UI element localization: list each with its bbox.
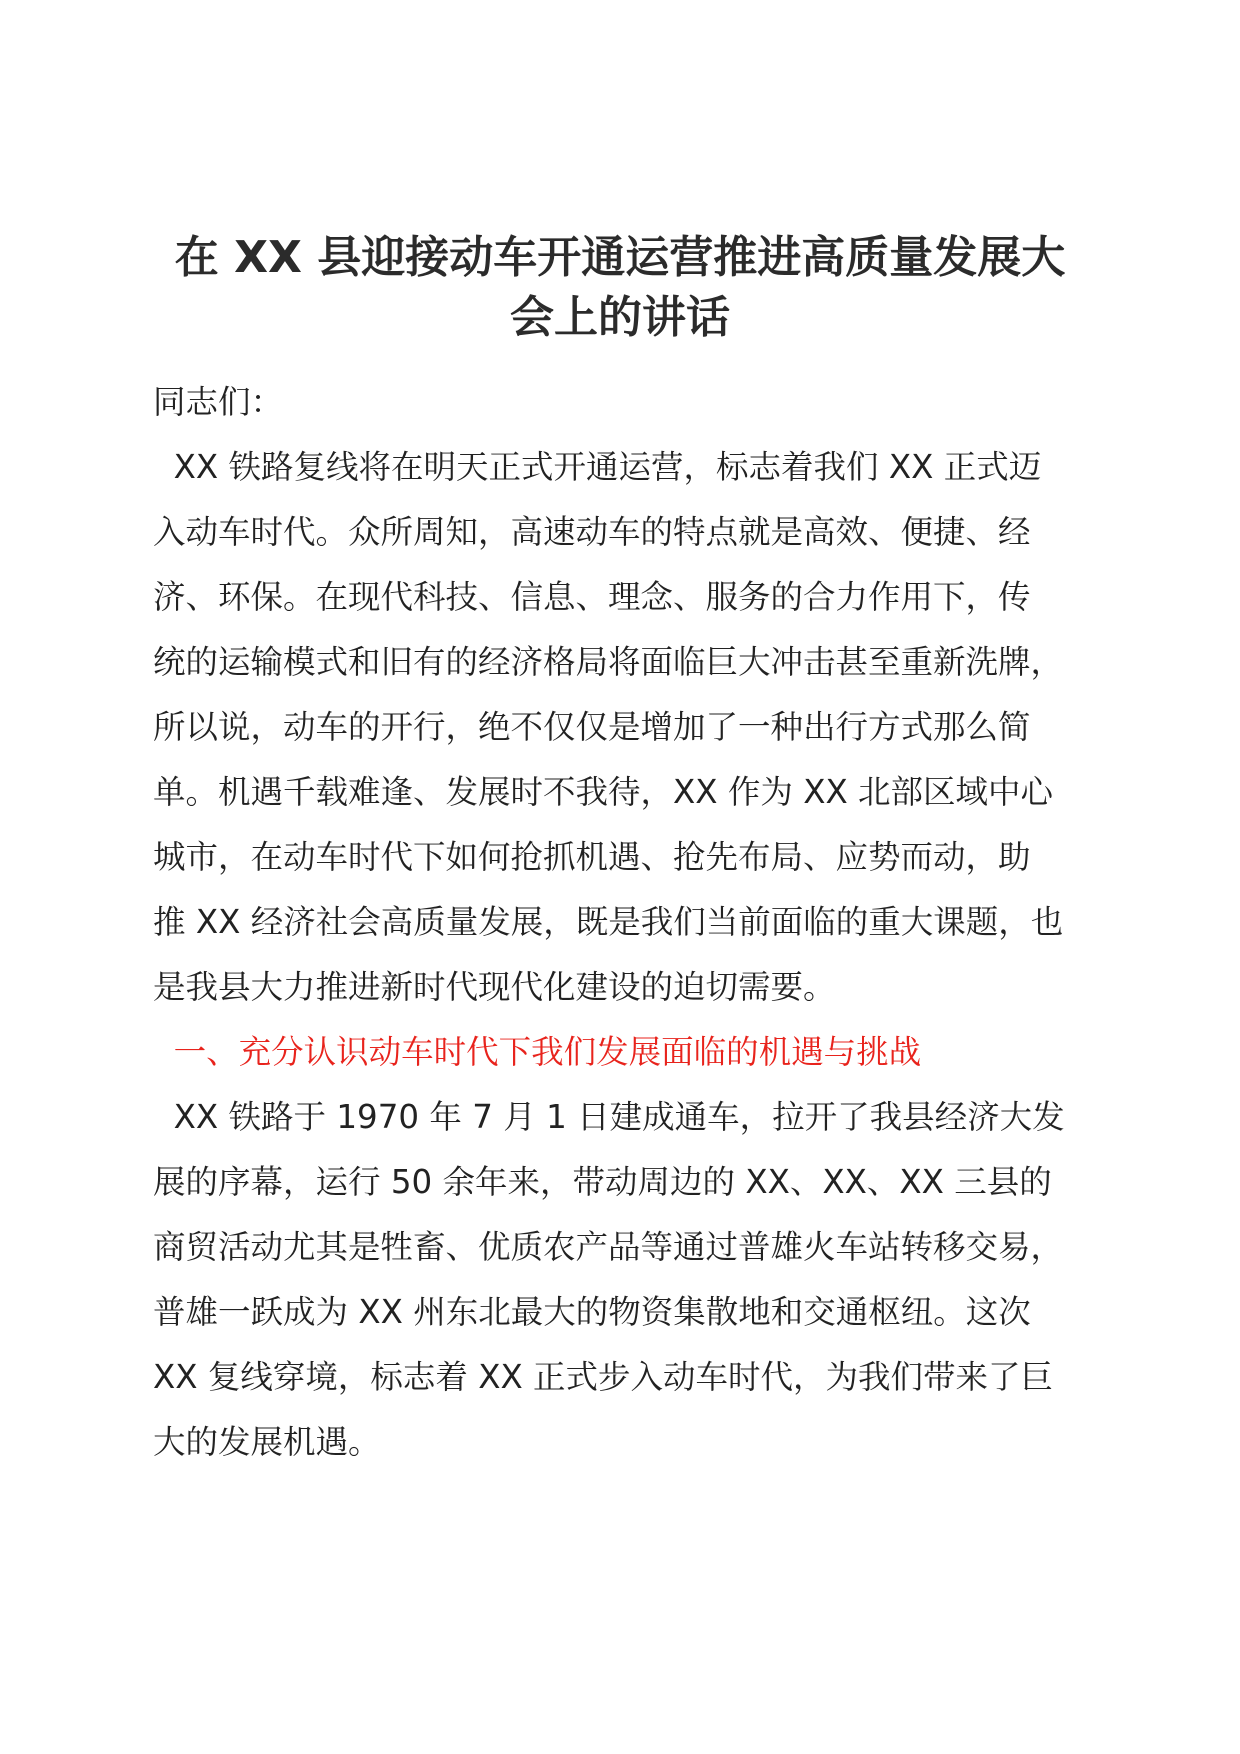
document-body xyxy=(153,370,1098,1475)
paragraph-1 xyxy=(153,435,1098,1020)
paragraph-line: 商贸活动尤其是牲畜、优质农产品等通过普雄火车站转移交易， xyxy=(153,1228,1064,1266)
paragraph-line: XX 铁路于 1970 年 7 月 1 日建成通车，拉开了我县经济大发 xyxy=(153,1098,1065,1136)
paragraph-line: 是我县大力推进新时代现代化建设的迫切需要。 xyxy=(153,968,836,1006)
paragraph-2 xyxy=(153,1085,1098,1475)
paragraph-line: XX 复线穿境，标志着 XX 正式步入动车时代，为我们带来了巨 xyxy=(153,1358,1054,1396)
paragraph-line: 统的运输模式和旧有的经济格局将面临巨大冲击甚至重新洗牌， xyxy=(153,643,1064,681)
title-line-1: 在 XX 县迎接动车开通运营推进高质量发展大 xyxy=(174,232,1066,283)
paragraph-line: 单。机遇千载难逢、发展时不我待，XX 作为 XX 北部区域中心 xyxy=(153,773,1054,811)
paragraph-line: XX 铁路复线将在明天正式开通运营，标志着我们 XX 正式迈 xyxy=(153,448,1042,486)
paragraph-line: 普雄一跃成为 XX 州东北最大的物资集散地和交通枢纽。这次 xyxy=(153,1293,1031,1331)
greeting: 同志们： xyxy=(153,383,284,421)
paragraph-line: 所以说，动车的开行，绝不仅仅是增加了一种出行方式那么简 xyxy=(153,708,1031,746)
paragraph-line: 济、环保。在现代科技、信息、理念、服务的合力作用下，传 xyxy=(153,578,1031,616)
paragraph-line: 展的序幕，运行 50 余年来，带动周边的 XX、XX、XX 三县的 xyxy=(153,1163,1052,1201)
paragraph-line: 城市，在动车时代下如何抢抓机遇、抢先布局、应势而动，助 xyxy=(153,838,1031,876)
section-heading-1: 一、充分认识动车时代下我们发展面临的机遇与挑战 xyxy=(153,1033,922,1071)
paragraph-line: 大的发展机遇。 xyxy=(153,1423,381,1461)
paragraph-line: 入动车时代。众所周知，高速动车的特点就是高效、便捷、经 xyxy=(153,513,1031,551)
paragraph-line: 推 XX 经济社会高质量发展，既是我们当前面临的重大课题，也 xyxy=(153,903,1064,941)
title-line-2: 会上的讲话 xyxy=(510,292,730,343)
document-title xyxy=(150,228,1090,348)
